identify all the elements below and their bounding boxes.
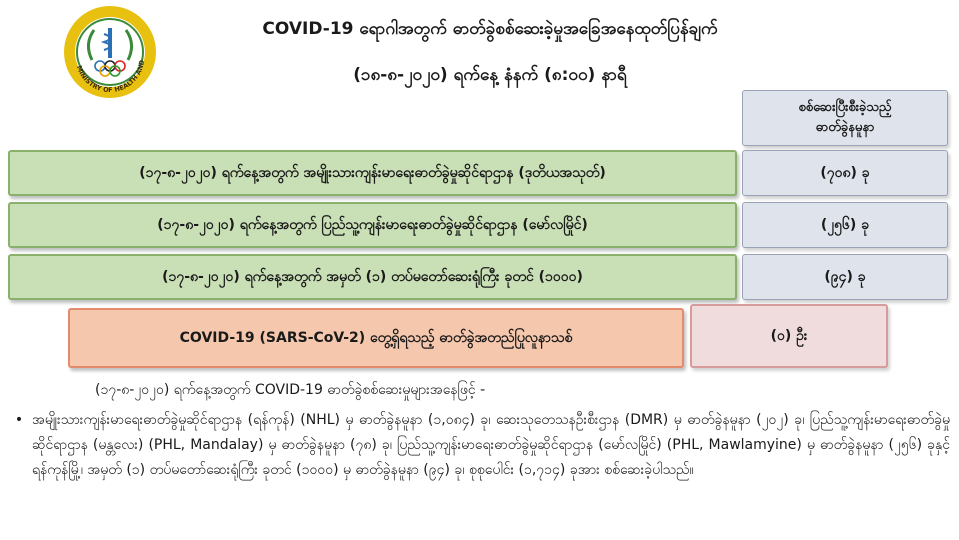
ministry-seal-icon [62, 4, 158, 100]
lab-row-label [8, 254, 737, 300]
new-confirmed-cases-label-text: COVID-19 (SARS-CoV-2) တွေ့ရှိရသည့် ဓာတ်ခွဲအတည်ပြုလူနာသစ် [179, 329, 573, 346]
page-title: COVID-19 ရောဂါအတွက် ဓာတ်ခွဲစစ်ဆေးခဲ့မှုအခြေအနေထုတ်ပြန်ချက် [262, 19, 718, 39]
lab-row-label [8, 202, 737, 248]
ministry-logo [62, 4, 158, 100]
summary-bullet-item [6, 408, 950, 483]
new-confirmed-cases-count-text: (၀) ဦး [770, 327, 808, 344]
lab-row-count-text: (၇၀၈) ခု [820, 164, 870, 181]
svg-text:MINISTRY OF HEALTH AND SPORTS: MINISTRY OF HEALTH AND [75, 59, 147, 95]
lab-row-count-text: (၂၅၆) ခု [820, 216, 870, 233]
lab-row-label [8, 150, 737, 196]
lab-row-count [742, 150, 948, 196]
lab-row-label-text: (၁၇-၈-၂၀၂၀) ရက်နေ့အတွက် ပြည်သူ့ကျန်းမာရေးဓာတ်ခွဲမှုဆိုင်ရာဌာန (မော်လမြိုင်) [157, 216, 588, 233]
lab-row-label-text: (၁၇-၈-၂၀၂၀) ရက်နေ့အတွက် အမျိုးသားကျန်းမာရေးဓာတ်ခွဲမှုဆိုင်ရာဌာန (ဒုတိယအသုတ်) [139, 164, 606, 181]
count-header-line1: စစ်ဆေးပြီးစီးခဲ့သည့် [798, 100, 892, 115]
summary-intro: (၁၇-၈-၂၀၂၀) ရက်နေ့အတွက် COVID-19 ဓာတ်ခွဲစစ်ဆေးမှုများအနေဖြင့် - [95, 382, 486, 398]
count-header-line2: ဓာတ်ခွဲနမူနာ [815, 120, 875, 135]
new-confirmed-cases-count [690, 304, 888, 368]
lab-row-count [742, 202, 948, 248]
lab-row-count-text: (၉၄) ခု [824, 268, 866, 285]
bullet-icon: • [14, 412, 24, 428]
summary-bullet-text: အမျိုးသားကျန်းမာရေးဓာတ်ခွဲမှုဆိုင်ရာဌာန (ရန်ကုန်) (NHL) မှ ဓာတ်ခွဲနမူနာ (၁,၀၈၄) ခု၊ ဆေးသုတေသနဦးစီးဌာန (DMR) မှ ဓာတ်ခွဲနမူနာ (၂၀၂) ခု၊ ပြည်သူ့ကျန်းမာရေးဓာတ်ခွဲမှုဆိုင်ရာဌာန (မန္တလေး) (PHL, Mandalay) မှ ဓာတ်ခွဲနမူနာ (၇၈) ခု၊ ပြည်သူ့ကျန်းမာရေးဓာတ်ခွဲမှုဆိုင်ရာဌာန (မော်လမြိုင်) (PHL, Mawlamyine) မှ ဓာတ်ခွဲနမူနာ (၂၅၆) ခုနှင့် ရန်ကုန်မြို့၊ အမှတ် (၁) တပ်မတော်ဆေးရုံကြီး ခုတင် (၁၀၀၀) မှ ဓာတ်ခွဲနမူနာ (၉၄) ခု၊ စုစုပေါင်း (၁,၇၁၄) ခုအား စစ်ဆေးခဲ့ပါသည်။ [32, 412, 950, 478]
page-subtitle-date: (၁၈-၈-၂၀၂၀) ရက်နေ့ နံနက် (၈:၀၀) နာရီ [353, 65, 627, 85]
lab-row-label-text: (၁၇-၈-၂၀၂၀) ရက်နေ့အတွက် အမှတ် (၁) တပ်မတော်ဆေးရုံကြီး ခုတင် (၁၀၀၀) [162, 268, 583, 285]
lab-row-count [742, 254, 948, 300]
new-confirmed-cases-label [68, 308, 684, 368]
count-column-header [742, 90, 948, 146]
